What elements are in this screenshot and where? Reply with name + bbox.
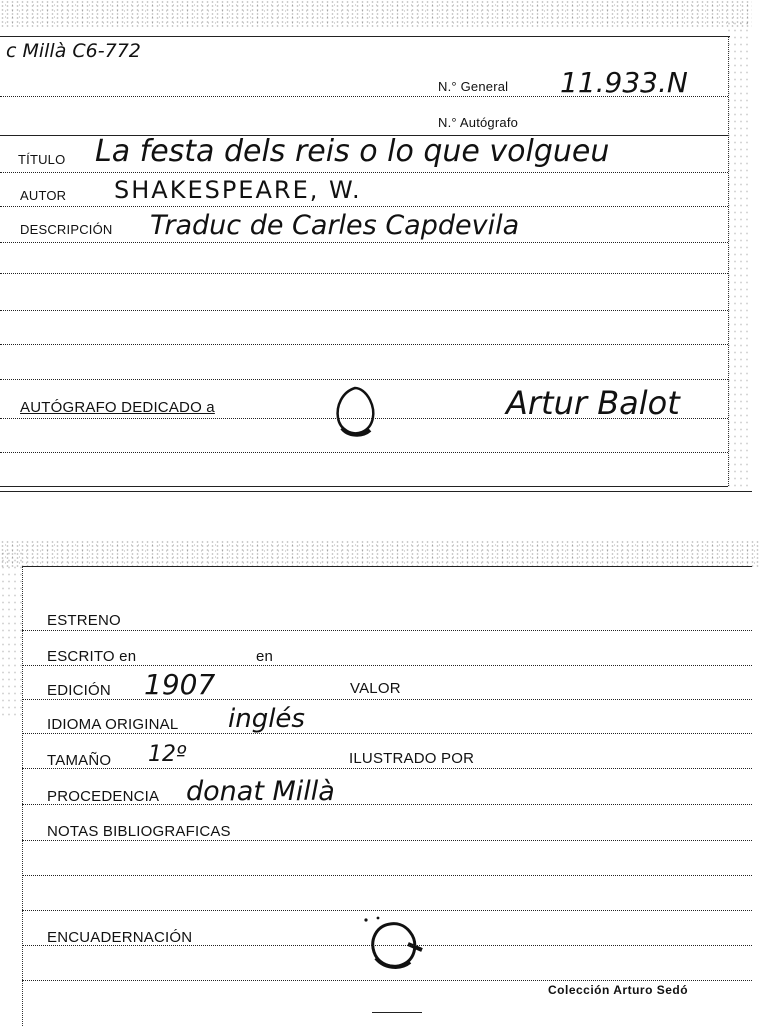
rule-autor: [0, 206, 728, 207]
rule-general: [0, 96, 728, 97]
autografo-label: N.° Autógrafo: [438, 115, 519, 130]
rule-blank-2: [0, 310, 728, 311]
procedencia-value: donat Millà: [186, 776, 335, 807]
rule-blank-3: [0, 344, 728, 345]
catalog-card-top: [0, 0, 752, 492]
descripcion-label: DESCRIPCIÓN: [20, 222, 113, 237]
autor-value: SHAKESPEARE, W.: [114, 176, 362, 204]
idioma-label: IDIOMA ORIGINAL: [47, 716, 179, 733]
notas-label: NOTAS BIBLIOGRAFICAS: [47, 823, 231, 840]
idioma-value: inglés: [228, 704, 305, 734]
rule-blank-1: [0, 273, 728, 274]
titulo-label: TÍTULO: [18, 152, 66, 167]
autor-label: AUTOR: [20, 188, 67, 203]
paper-grain-bottom-top: [0, 540, 759, 568]
rule-estreno: [22, 630, 752, 631]
edicion-label: EDICIÓN: [47, 682, 111, 699]
titulo-value: La festa dels reis o lo que volgueu: [95, 134, 610, 169]
rule-blank-6: [22, 875, 752, 876]
card-left-edge: [22, 566, 23, 1026]
rule-blank-7: [22, 910, 752, 911]
card-bottom-border: [22, 566, 752, 567]
rule-titulo: [0, 172, 728, 173]
rule-idioma: [22, 733, 752, 734]
paper-grain-right: [726, 20, 752, 492]
catalog-card-bottom: [0, 540, 759, 1028]
escrito-label: ESCRITO en: [47, 648, 137, 665]
general-value: 11.933.N: [560, 66, 688, 99]
rule-notas: [22, 840, 752, 841]
dedicado-value: Artur Balot: [506, 384, 680, 422]
rule-descripcion: [0, 242, 728, 243]
general-label: N.° General: [438, 79, 509, 94]
estreno-label: ESTRENO: [47, 612, 121, 629]
collection-footer: Colección Arturo Sedó: [548, 983, 689, 997]
procedencia-label: PROCEDENCIA: [47, 788, 160, 805]
encuadernacion-label: ENCUADERNACIÓN: [47, 929, 193, 946]
rule-blank-5: [0, 452, 728, 453]
rule-edicion: [22, 699, 752, 700]
edicion-value: 1907: [144, 668, 216, 701]
rule-escrito: [22, 665, 752, 666]
ink-stamp-mark: [330, 384, 380, 440]
tamano-value: 12º: [148, 742, 187, 767]
rule-tamano: [22, 768, 752, 769]
rule-blank-8: [22, 980, 752, 981]
dedicado-label: AUTÓGRAFO DEDICADO a: [20, 399, 215, 416]
tamano-label: TAMAÑO: [47, 752, 112, 769]
en-label: en: [256, 648, 274, 665]
descripcion-value: Traduc de Carles Capdevila: [150, 210, 520, 241]
header-note: c Millà C6-772: [6, 40, 141, 62]
rule-blank-4: [0, 379, 728, 380]
valor-label: VALOR: [350, 680, 401, 697]
card-top-border: [0, 36, 730, 37]
ink-stamp-mark: [356, 914, 428, 978]
card-top-edge: [0, 491, 752, 492]
rule-procedencia: [22, 804, 752, 805]
paper-grain-top: [0, 0, 752, 28]
rule-dedicado: [0, 418, 728, 419]
ilustrado-label: ILUSTRADO POR: [349, 750, 475, 767]
card-right-edge: [728, 36, 729, 486]
footer-mark: [372, 1012, 422, 1013]
rule-encuadernacion: [22, 945, 752, 946]
rule-bottom: [0, 486, 728, 487]
